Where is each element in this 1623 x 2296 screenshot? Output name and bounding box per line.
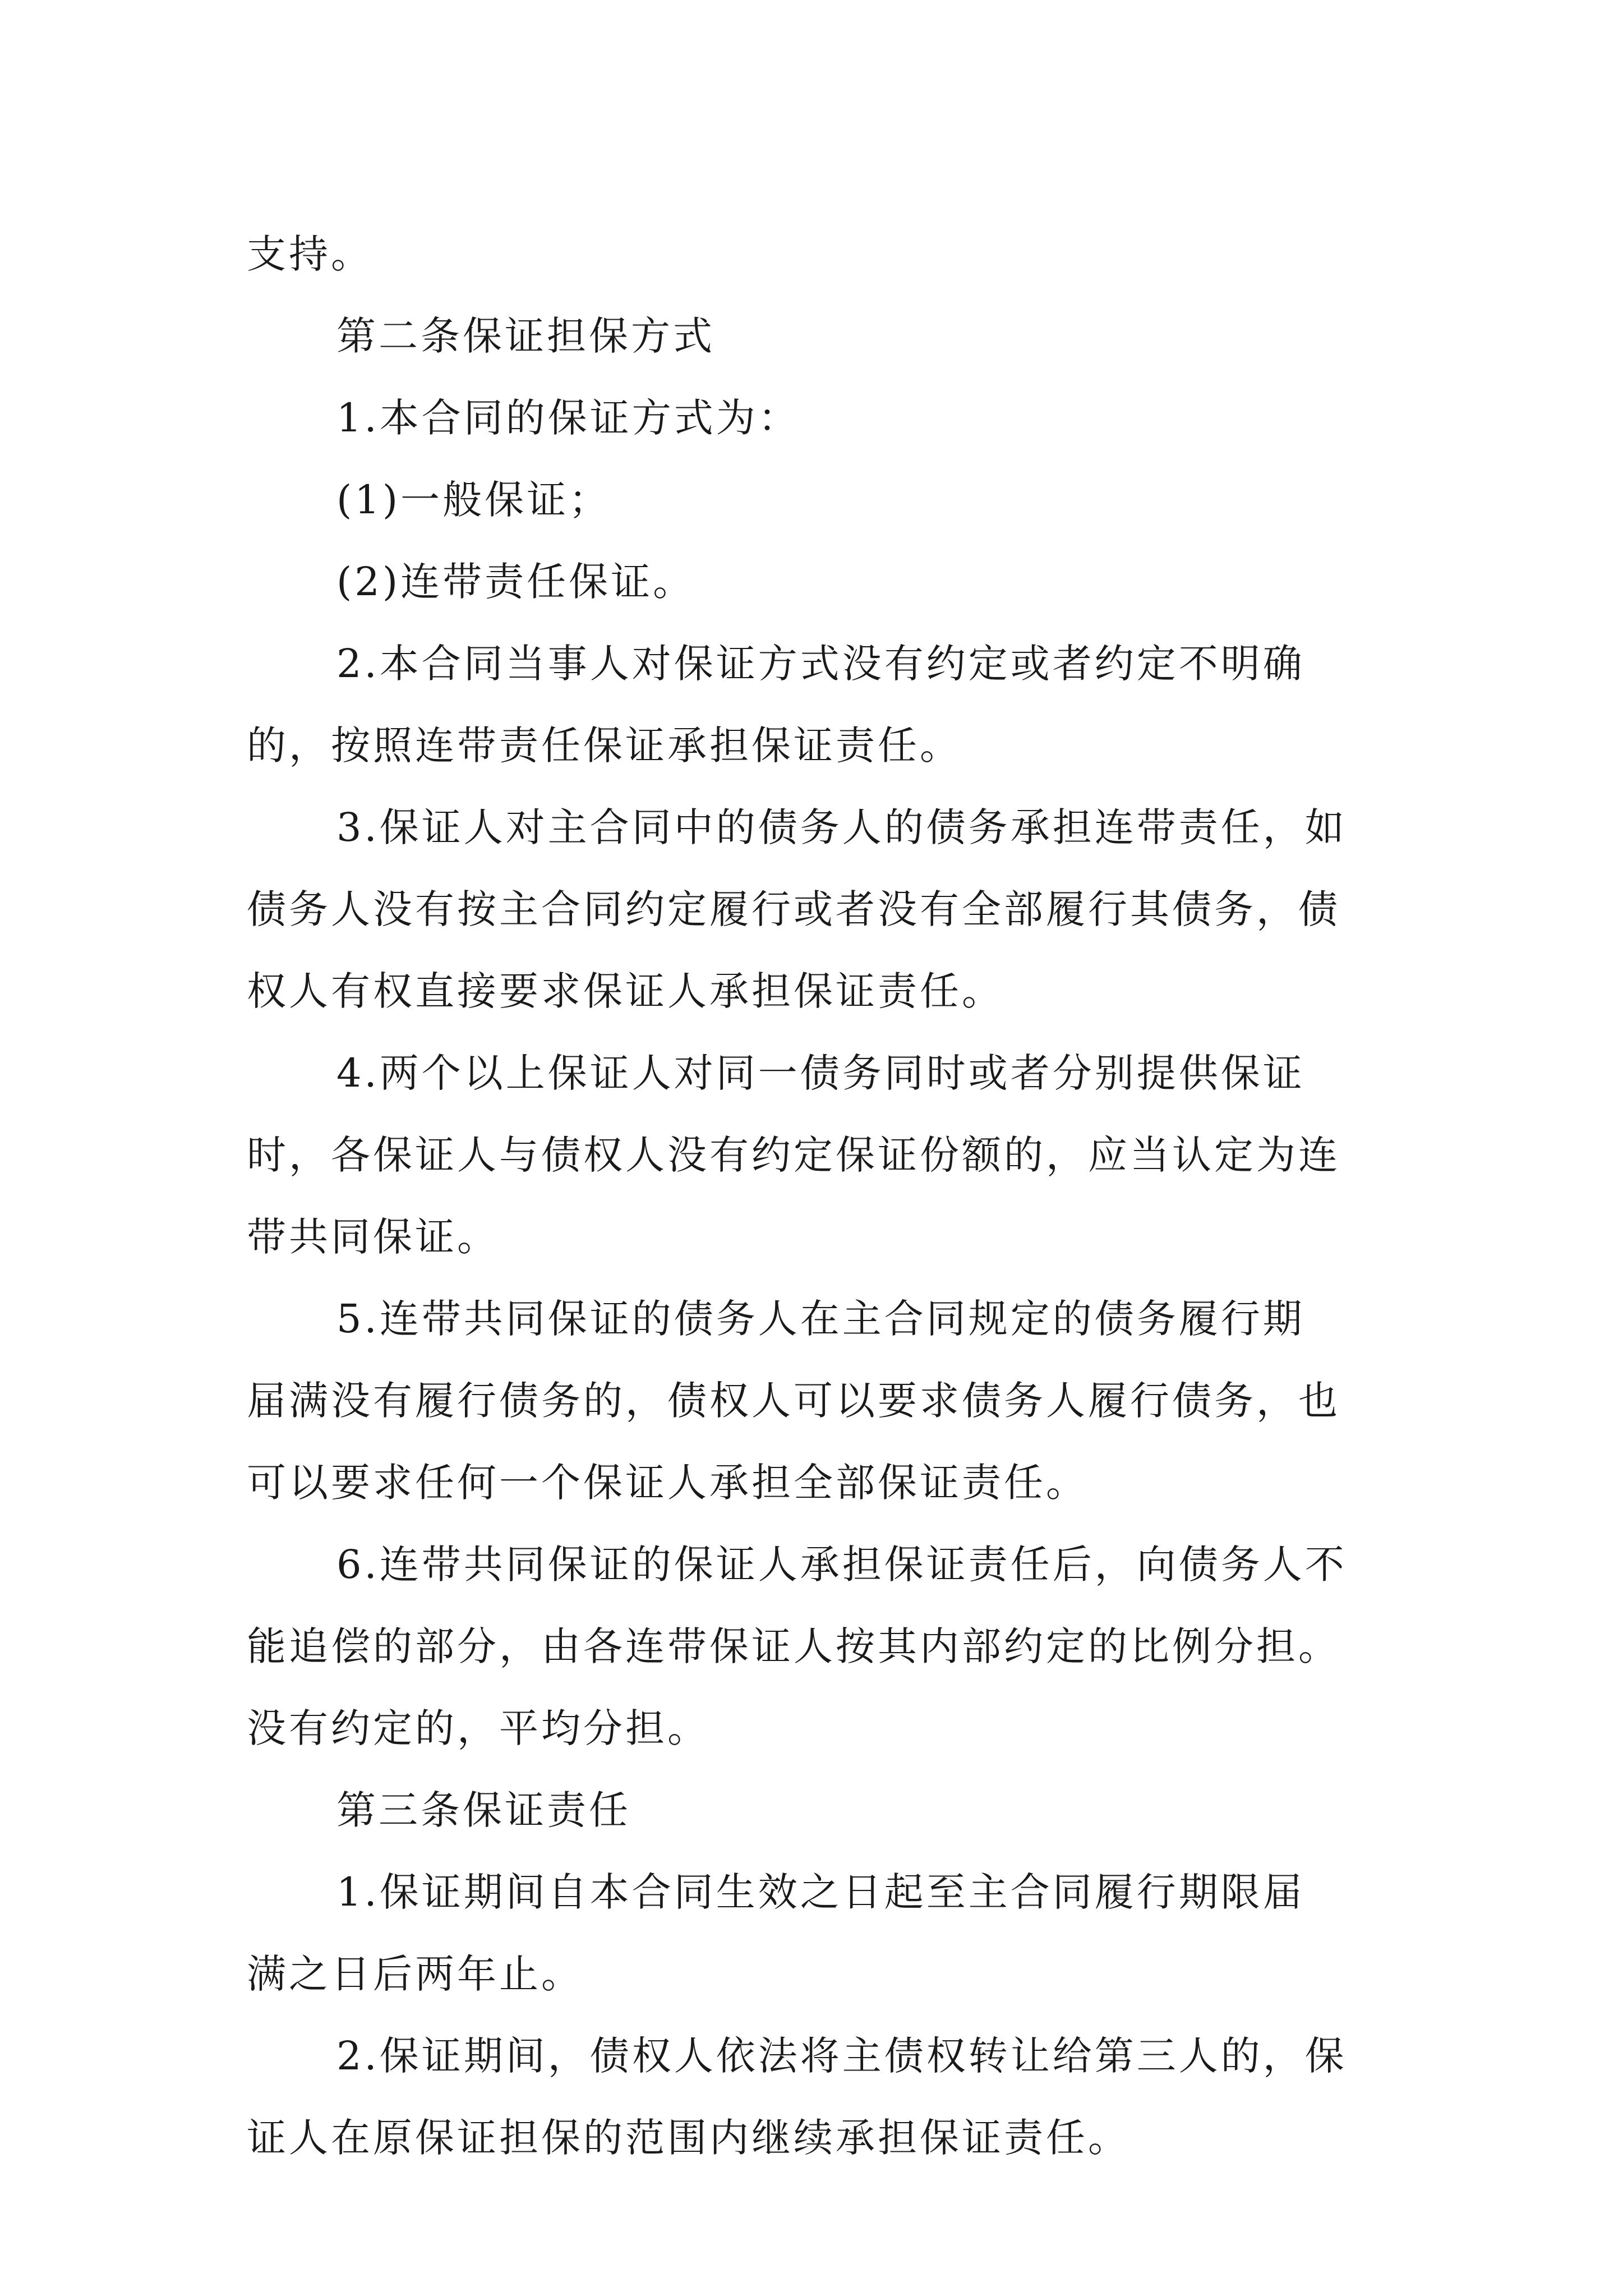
body-line: 的，按照连带责任保证承担保证责任。 (247, 723, 962, 769)
body-line: (2)连带责任保证。 (336, 559, 695, 605)
body-line: 4.两个以上保证人对同一债务同时或者分别提供保证 (336, 1050, 1305, 1096)
body-line: 6.连带共同保证的保证人承担保证责任后，向债务人不 (336, 1542, 1347, 1588)
body-line: 届满没有履行债务的，债权人可以要求债务人履行债务，也 (247, 1378, 1340, 1424)
body-line: 能追偿的部分，由各连带保证人按其内部约定的比例分担。 (247, 1623, 1340, 1669)
body-line: 债务人没有按主合同约定履行或者没有全部履行其债务，债 (247, 886, 1340, 932)
body-line: 1.本合同的保证方式为： (336, 395, 800, 441)
body-line: 3.保证人对主合同中的债务人的债务承担连带责任，如 (336, 804, 1347, 850)
body-line: 支持。 (247, 231, 373, 277)
body-line: 1.保证期间自本合同生效之日起至主合同履行期限届 (336, 1869, 1305, 1915)
body-line: 时，各保证人与债权人没有约定保证份额的，应当认定为连 (247, 1132, 1340, 1178)
body-line: 证人在原保证担保的范围内继续承担保证责任。 (247, 2115, 1130, 2161)
body-line: 5.连带共同保证的债务人在主合同规定的债务履行期 (336, 1296, 1305, 1342)
body-line: 没有约定的，平均分担。 (247, 1705, 709, 1751)
section-heading: 第二条保证担保方式 (336, 313, 715, 359)
section-heading: 第三条保证责任 (336, 1787, 631, 1833)
body-line: 可以要求任何一个保证人承担全部保证责任。 (247, 1460, 1088, 1506)
body-line: 权人有权直接要求保证人承担保证责任。 (247, 968, 1004, 1014)
body-line: 2.保证期间，债权人依法将主债权转让给第三人的，保 (336, 2033, 1347, 2079)
body-line: 满之日后两年止。 (247, 1951, 583, 1997)
body-line: 2.本合同当事人对保证方式没有约定或者约定不明确 (336, 641, 1305, 687)
document-body (247, 213, 1385, 2179)
body-line: (1)一般保证； (336, 477, 611, 523)
body-line: 带共同保证。 (247, 1214, 499, 1260)
